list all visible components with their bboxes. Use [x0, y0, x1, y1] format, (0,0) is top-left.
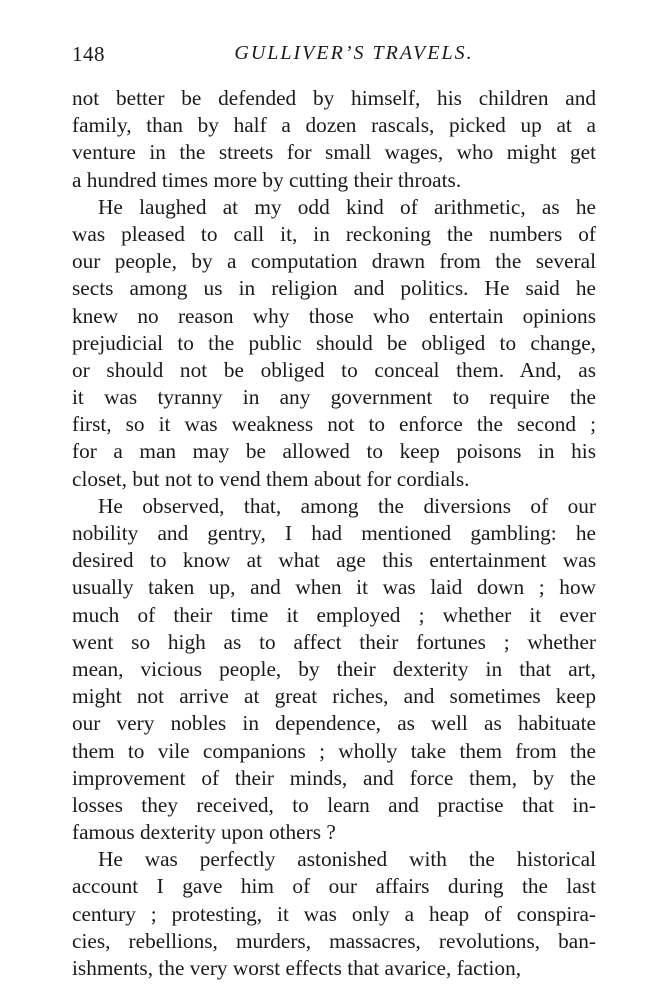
text-line: for a man may be allowed to keep poisons in his [72, 439, 596, 464]
page-number: 148 [72, 42, 105, 66]
running-title: GULLIVER’S TRAVELS. [234, 42, 474, 64]
text-line: venture in the streets for small wages, who might get [72, 140, 596, 165]
text-line: He laughed at my odd kind of arithmetic, as he [98, 194, 596, 219]
text-line: might not arrive at great riches, and sometimes keep [72, 684, 596, 709]
text-line: desired to know at what age this entertainment was [72, 548, 596, 573]
paragraph [72, 846, 596, 982]
text-line: our very nobles in dependence, as well as habituate [72, 711, 596, 736]
text-line: mean, vicious people, by their dexterity in that art, [72, 656, 596, 681]
text-line: a hundred times more by cutting their throats. [72, 167, 462, 192]
text-line: He observed, that, among the diversions of our [98, 493, 596, 518]
text-line: He was perfectly astonished with the historical [98, 847, 596, 872]
body-text [72, 85, 596, 982]
page-header [72, 42, 596, 72]
text-line: knew no reason why those who entertain opinions [72, 303, 596, 328]
text-line: century ; protesting, it was only a heap of conspira- [72, 901, 596, 926]
text-line: them to vile companions ; wholly take them from the [72, 738, 596, 763]
text-line: much of their time it employed ; whether it ever [72, 602, 596, 627]
text-line: or should not be obliged to conceal them. And, as [72, 357, 596, 382]
paragraph [72, 493, 596, 846]
text-line: usually taken up, and when it was laid down ; how [72, 575, 596, 600]
text-line: account I gave him of our affairs during the last [72, 874, 596, 899]
text-line: cies, rebellions, murders, massacres, revolutions, ban- [72, 928, 596, 953]
text-line: sects among us in religion and politics. He said he [72, 276, 596, 301]
text-line: family, than by half a dozen rascals, picked up at a [72, 113, 596, 138]
text-line: our people, by a computation drawn from the several [72, 249, 596, 274]
text-line: nobility and gentry, I had mentioned gambling: he [72, 521, 596, 545]
text-line: first, so it was weakness not to enforce the second ; [72, 412, 596, 437]
text-line: was pleased to call it, in reckoning the numbers of [72, 221, 596, 246]
text-line: not better be defended by himself, his children and [72, 86, 596, 110]
text-line: losses they received, to learn and practise that in- [72, 792, 596, 817]
text-line: prejudicial to the public should be obliged to change, [72, 330, 596, 355]
text-line: it was tyranny in any government to require the [72, 385, 596, 410]
paragraph [72, 194, 596, 493]
text-line: ishments, the very worst effects that avarice, faction, [72, 956, 522, 980]
text-line: improvement of their minds, and force them, by the [72, 765, 596, 790]
text-line: famous dexterity upon others ? [72, 820, 336, 845]
paragraph [72, 85, 596, 194]
text-line: closet, but not to vend them about for cordials. [72, 466, 470, 491]
text-line: went so high as to affect their fortunes ; whether [72, 629, 596, 654]
